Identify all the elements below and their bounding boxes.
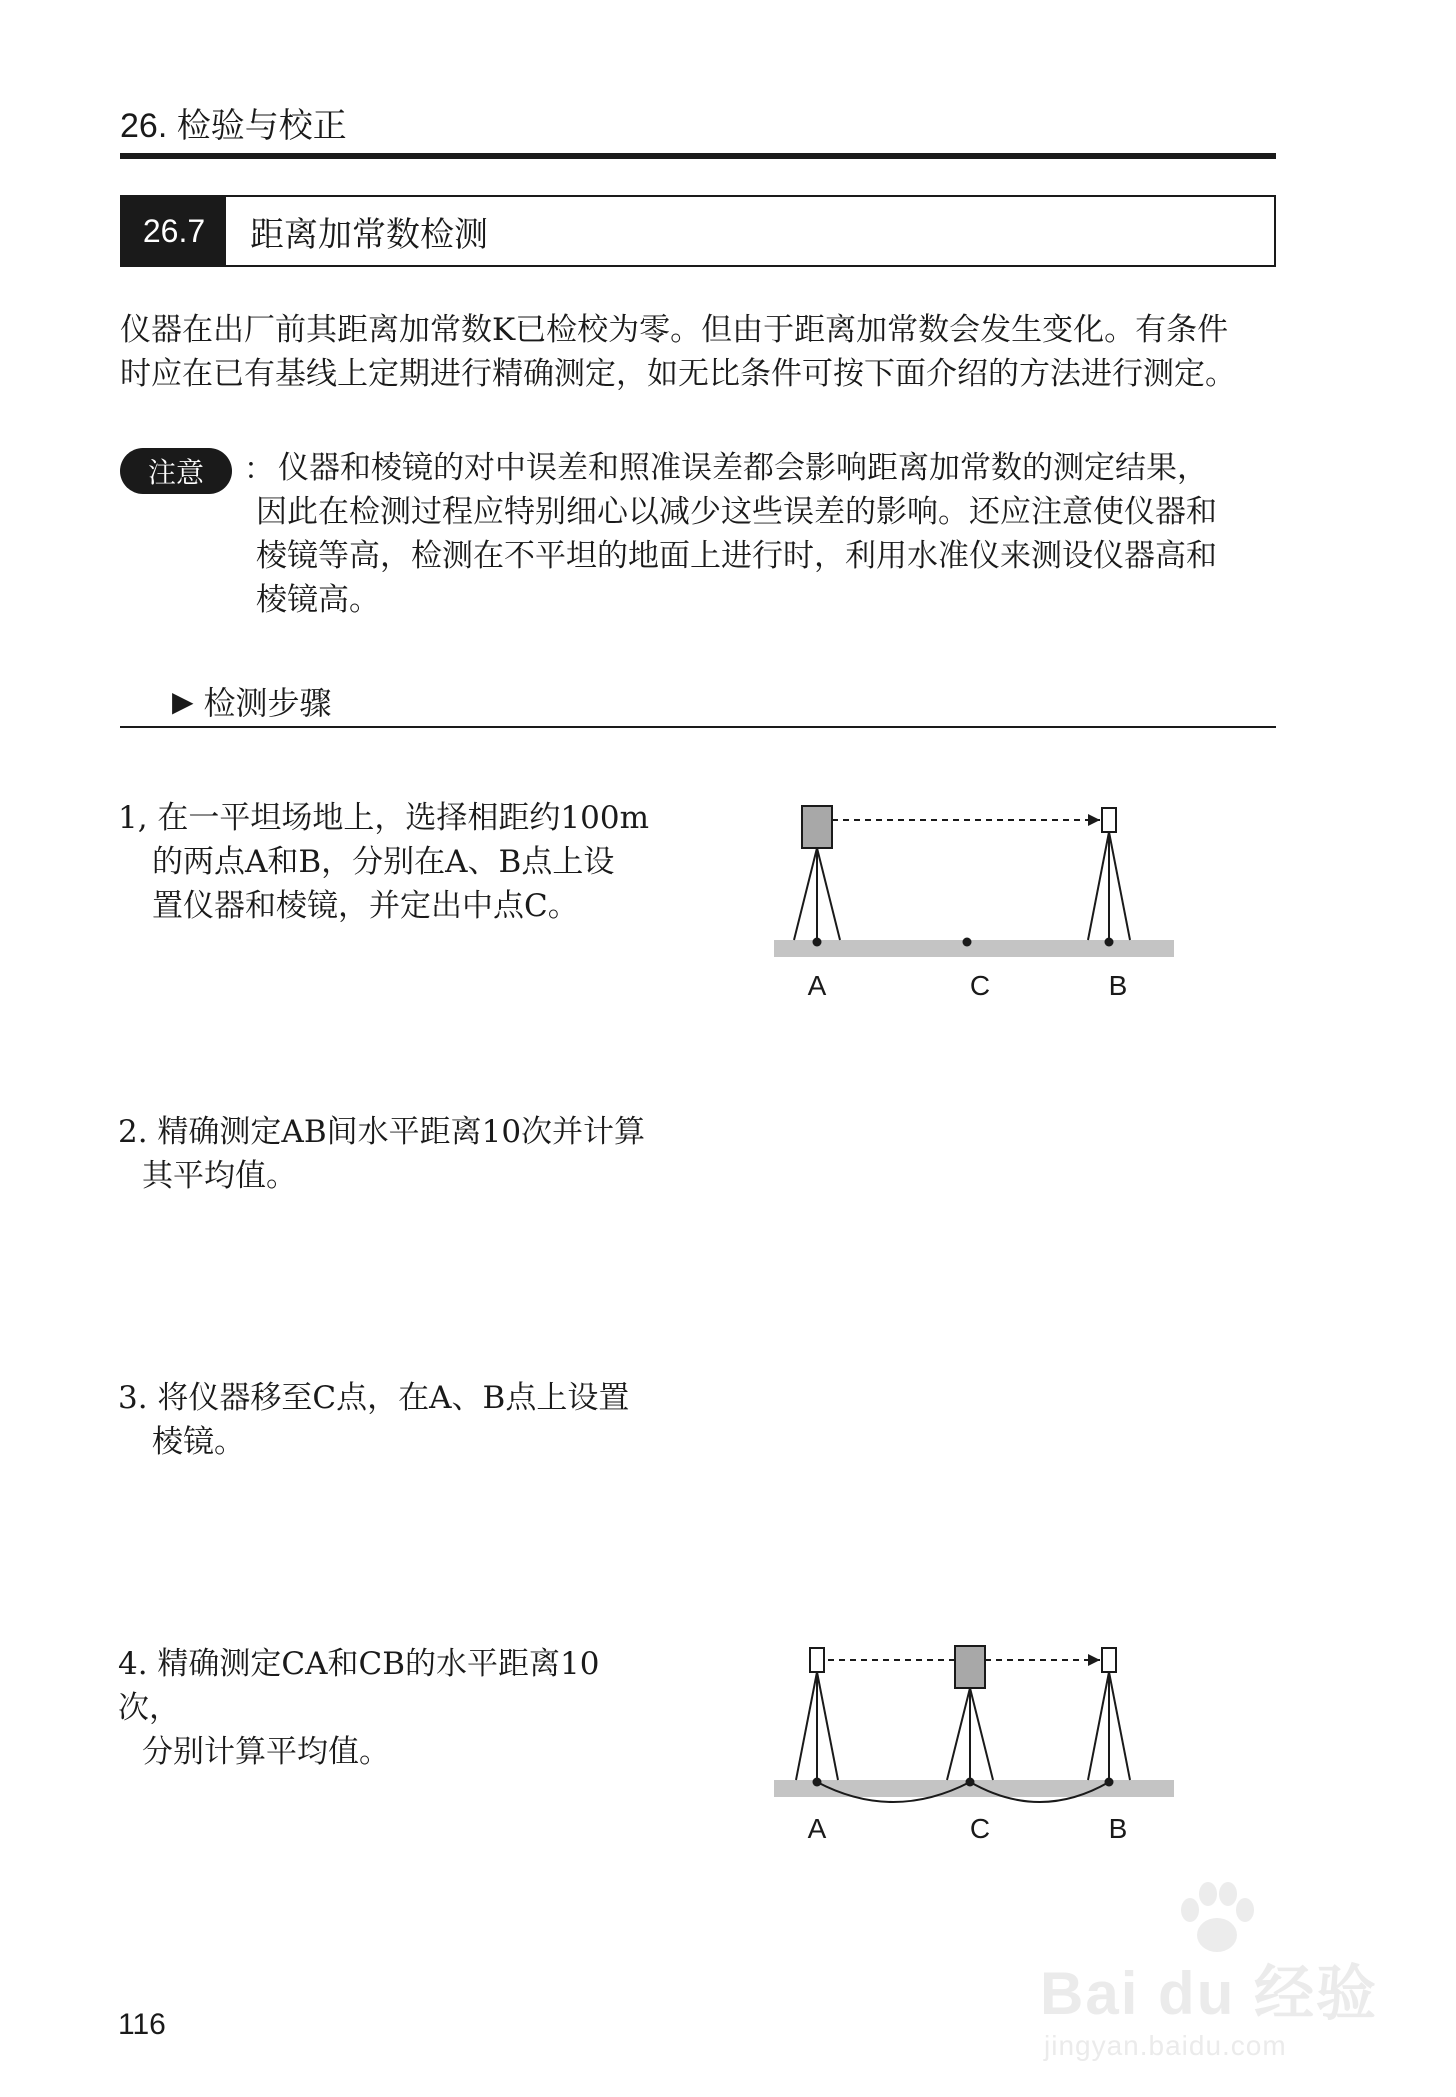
watermark-brand: Bai du 经验 xyxy=(1040,1960,1379,2027)
step-line: 其平均值。 xyxy=(142,1158,297,1194)
note-line: 棱镜等高，检测在不平坦的地面上进行时，利用水准仪来测设仪器高和 xyxy=(256,538,1217,574)
point-a-marker xyxy=(813,1778,822,1787)
figure-2-diagram xyxy=(770,1630,1180,1850)
note-text xyxy=(256,446,1266,622)
step-3 xyxy=(118,1376,658,1464)
step-line: 分别计算平均值。 xyxy=(142,1734,390,1770)
intro-line: 仪器在出厂前其距离加常数K已检校为零。但由于距离加常数会发生变化。有条件 xyxy=(120,312,1229,348)
steps-rule xyxy=(120,726,1276,728)
point-c-marker xyxy=(963,938,972,947)
step-4 xyxy=(118,1642,658,1774)
label-a: A xyxy=(807,1813,827,1844)
step-line: 4. 精确测定CA和CB的水平距离10次， xyxy=(118,1646,600,1726)
section-number: 26.7 xyxy=(122,197,226,265)
instrument-tripod-c xyxy=(947,1646,993,1782)
step-2 xyxy=(118,1110,658,1198)
prism-icon xyxy=(1102,1648,1116,1672)
step-1 xyxy=(118,796,658,928)
figure-1-diagram xyxy=(770,790,1180,1010)
steps-heading-title: 检测步骤 xyxy=(203,685,332,721)
step-line: 3. 将仪器移至C点，在A、B点上设置 xyxy=(118,1380,630,1416)
prism-tripod-b xyxy=(1088,1648,1130,1782)
triangle-icon: ▶ xyxy=(172,685,194,717)
instrument-tripod-a xyxy=(794,806,840,942)
point-c-marker xyxy=(966,1778,975,1787)
instrument-icon xyxy=(955,1646,985,1688)
step-line: 棱镜。 xyxy=(152,1424,245,1460)
section-header xyxy=(120,195,1276,267)
note-line: 仪器和棱镜的对中误差和照准误差都会影响距离加常数的测定结果， xyxy=(278,450,1208,486)
section-title: 距离加常数检测 xyxy=(250,215,488,254)
point-b-marker xyxy=(1105,1778,1114,1787)
prism-icon xyxy=(1102,808,1116,832)
intro-paragraph xyxy=(120,308,1280,396)
instrument-icon xyxy=(802,806,832,848)
point-b-marker xyxy=(1105,938,1114,947)
prism-icon xyxy=(810,1648,824,1672)
label-b: B xyxy=(1108,970,1128,1001)
chapter-rule xyxy=(120,153,1276,159)
step-line: 的两点A和B，分别在A、B点上设 xyxy=(152,844,615,880)
step-line: 1, 在一平坦场地上，选择相距约100m xyxy=(118,800,649,836)
note-line: 因此在检测过程应特别细心以减少这些误差的影响。还应注意使仪器和 xyxy=(256,494,1217,530)
label-b: B xyxy=(1108,1813,1128,1844)
prism-tripod-b xyxy=(1088,808,1130,942)
chapter-title: 26. 检验与校正 xyxy=(120,107,347,145)
prism-tripod-a xyxy=(796,1648,838,1782)
note-line: 棱镜高。 xyxy=(256,582,380,618)
ground-bar xyxy=(774,940,1174,957)
steps-heading xyxy=(172,678,332,724)
page-number: 116 xyxy=(118,2008,166,2041)
label-c: C xyxy=(969,970,991,1001)
label-a: A xyxy=(807,970,827,1001)
point-a-marker xyxy=(813,938,822,947)
step-line: 置仪器和棱镜，并定出中点C。 xyxy=(152,888,579,924)
note-badge: 注意 xyxy=(120,448,232,494)
label-c: C xyxy=(969,1813,991,1844)
watermark-url: jingyan.baidu.com xyxy=(1044,2030,1287,2061)
step-line: 2. 精确测定AB间水平距离10次并计算 xyxy=(118,1114,646,1150)
note-colon: ： xyxy=(244,452,274,487)
intro-line: 时应在已有基线上定期进行精确测定，如无比条件可按下面介绍的方法进行测定。 xyxy=(120,356,1236,392)
